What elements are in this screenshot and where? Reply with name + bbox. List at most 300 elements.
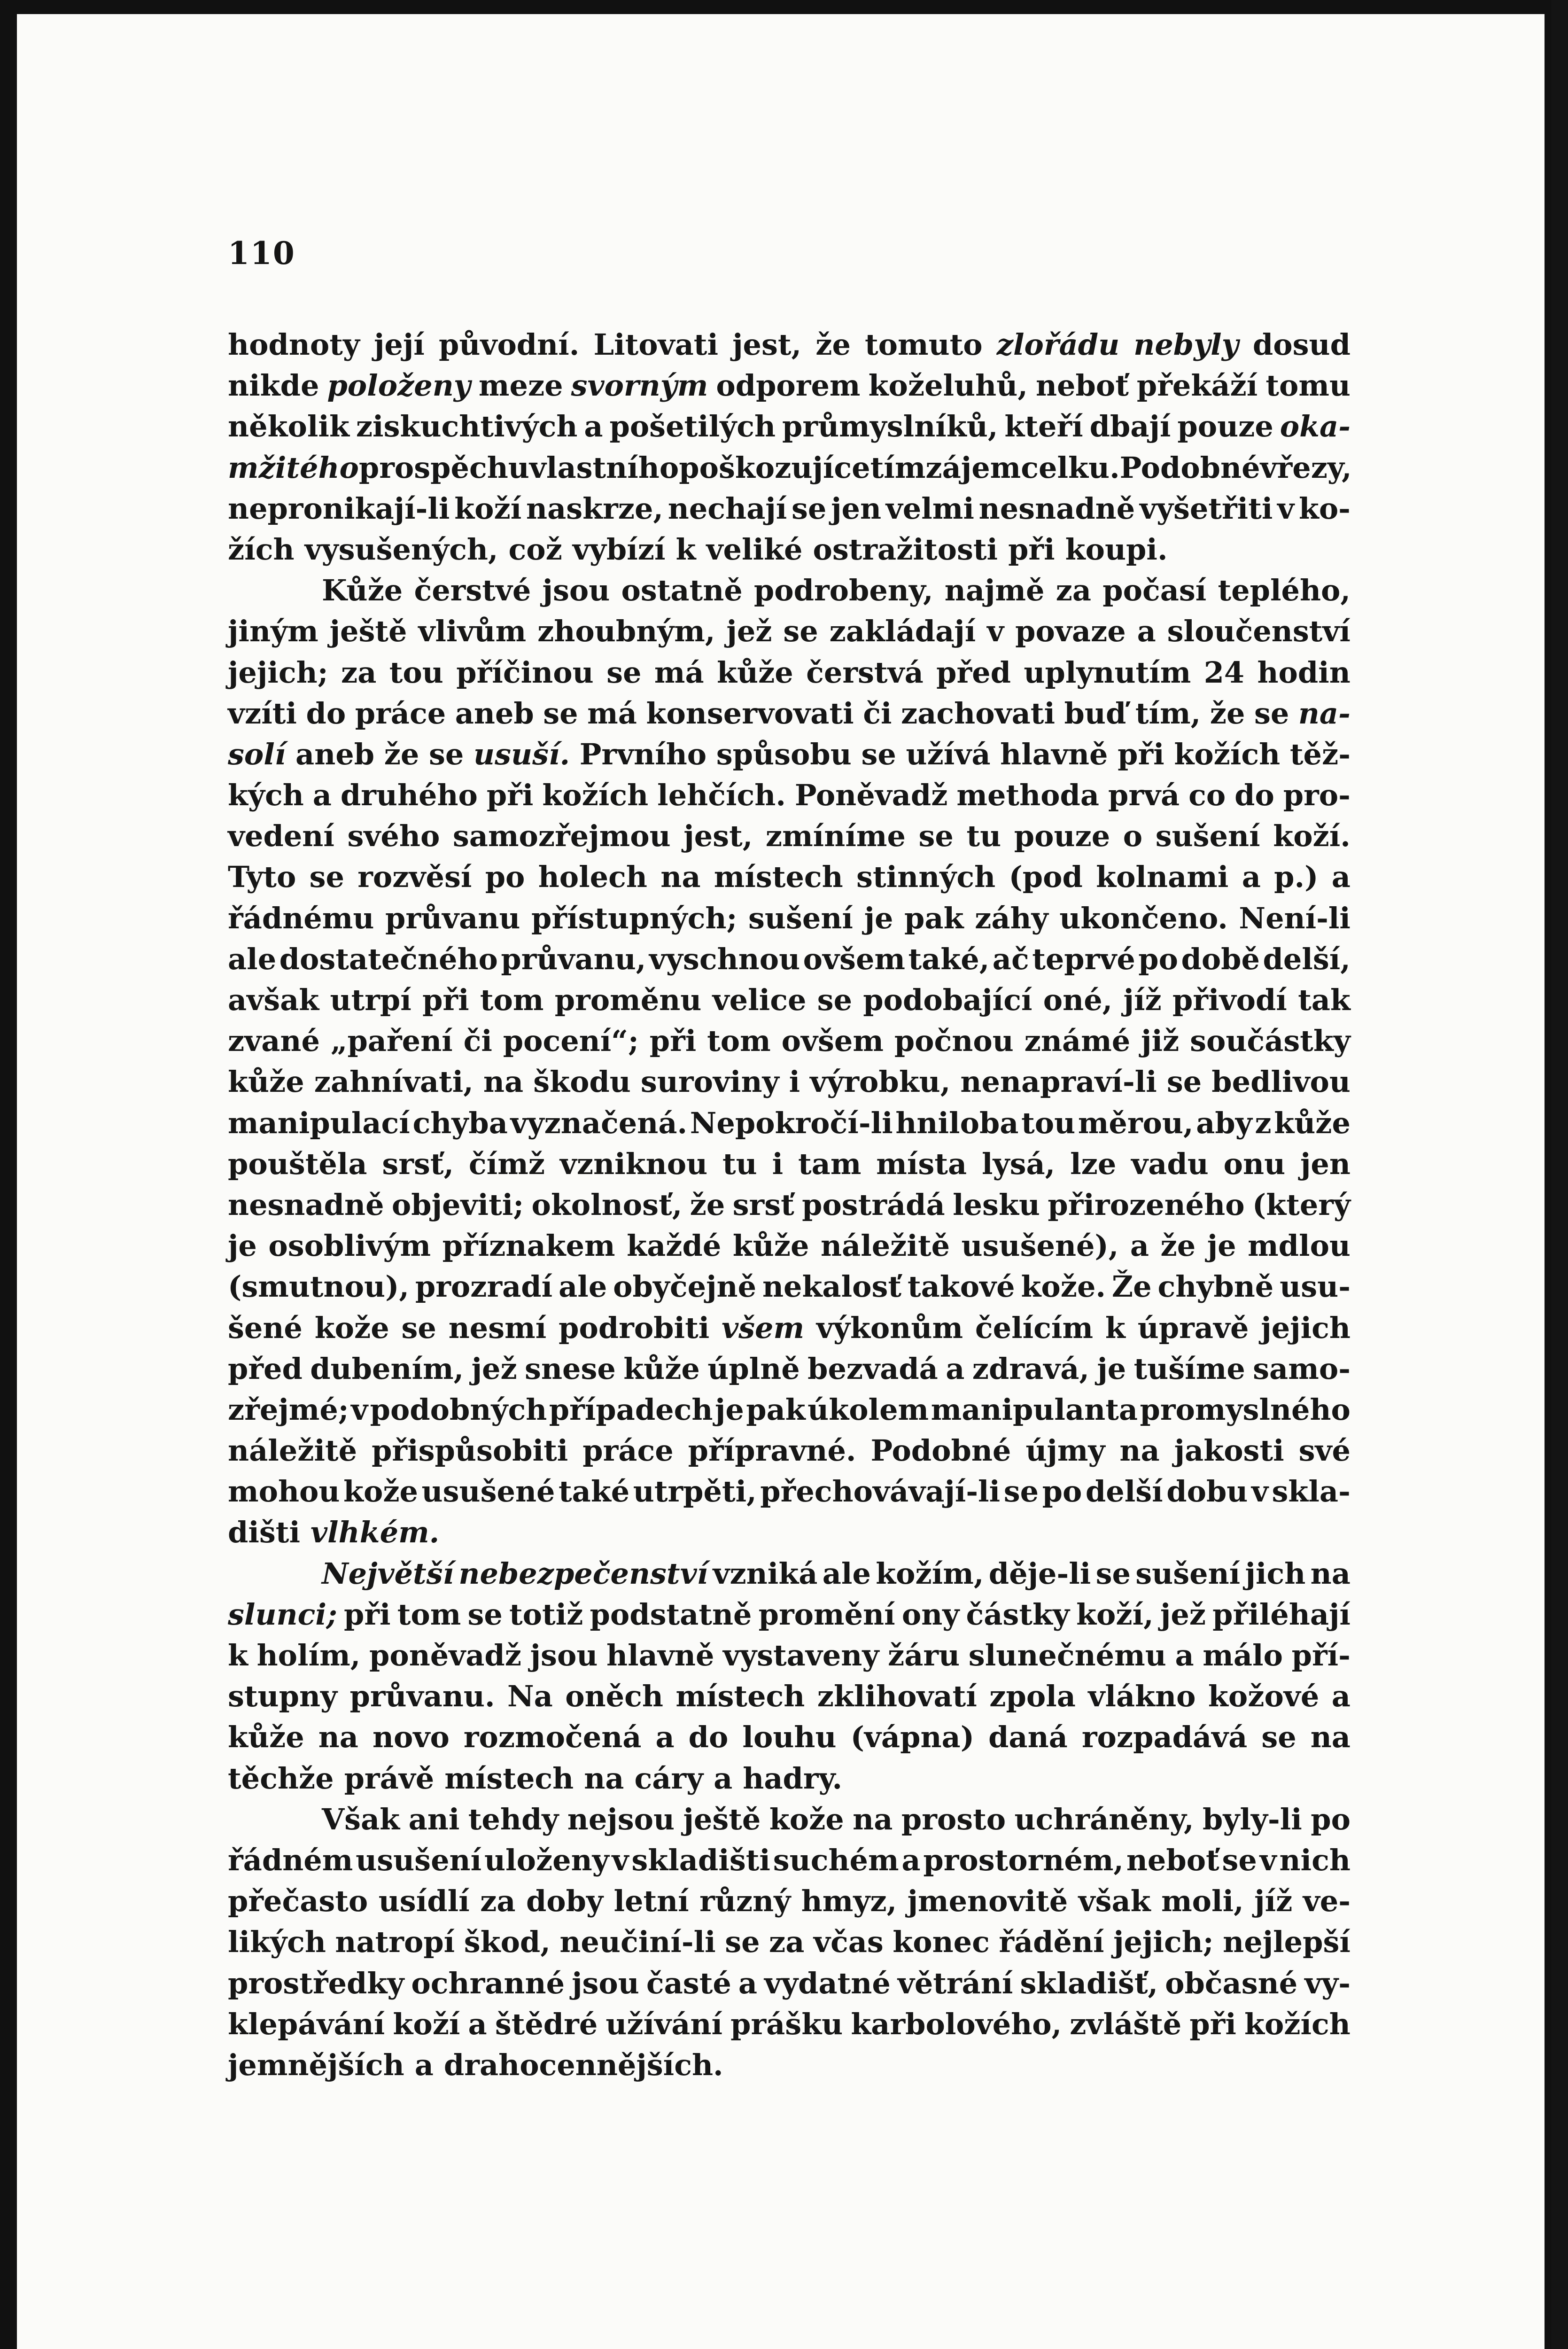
word: kože bbox=[343, 1474, 418, 1509]
word: ovšem bbox=[781, 1024, 884, 1058]
word: oka- bbox=[1280, 409, 1351, 444]
word: holím, bbox=[256, 1638, 361, 1672]
word: uplynutím bbox=[1024, 655, 1191, 690]
word: ač bbox=[992, 941, 1029, 976]
word: práce bbox=[582, 1433, 674, 1468]
word: úplně bbox=[707, 1351, 800, 1386]
word: prvá bbox=[1108, 778, 1180, 813]
word: hodnoty bbox=[228, 327, 360, 362]
word: do bbox=[688, 1720, 729, 1755]
word: poškozujíce bbox=[679, 450, 870, 485]
word: ziskuchtivých bbox=[356, 409, 578, 444]
word: manipulací bbox=[228, 1105, 410, 1140]
word: na bbox=[584, 1761, 624, 1796]
word: koží bbox=[454, 491, 522, 526]
word: cáry bbox=[634, 1761, 704, 1796]
word: větrání bbox=[897, 1966, 1013, 2000]
word: se bbox=[1222, 1843, 1257, 1877]
word: a bbox=[584, 409, 603, 444]
word: postrádá bbox=[802, 1187, 945, 1222]
word: čerstvé bbox=[414, 573, 531, 608]
word: zakládají bbox=[829, 614, 976, 649]
word: koží, bbox=[1076, 1597, 1154, 1632]
word: je bbox=[1207, 1229, 1236, 1263]
word: drahocennějších. bbox=[443, 2047, 723, 2082]
word: ve- bbox=[1303, 1884, 1351, 1919]
word: totiž bbox=[509, 1597, 583, 1632]
word: mdlou bbox=[1248, 1229, 1351, 1263]
word: podrobiti bbox=[559, 1310, 710, 1345]
word: na bbox=[318, 1720, 358, 1755]
word: nich bbox=[1279, 1843, 1351, 1877]
word: aneb bbox=[455, 696, 534, 731]
word: jich bbox=[1245, 1556, 1306, 1591]
text-line bbox=[228, 1103, 1351, 1143]
page-number: 110 bbox=[228, 235, 295, 272]
word: se bbox=[1166, 1065, 1202, 1099]
word: se bbox=[918, 819, 954, 854]
text-line bbox=[228, 1184, 1351, 1225]
word: lehčích. bbox=[657, 778, 786, 813]
word: že bbox=[1210, 696, 1245, 731]
word: p.) bbox=[1274, 860, 1319, 894]
word: a bbox=[414, 2047, 434, 2082]
text-line bbox=[228, 1963, 1351, 2004]
word: všem bbox=[722, 1310, 805, 1345]
text-line bbox=[228, 529, 1351, 570]
word: čelícím bbox=[975, 1310, 1094, 1345]
text-line bbox=[228, 488, 1351, 529]
word: hlavně bbox=[1000, 737, 1108, 771]
word: koží. bbox=[1273, 819, 1351, 854]
word: zklihovatí bbox=[817, 1679, 977, 1714]
word: (smutnou), bbox=[228, 1269, 409, 1304]
word: osoblivým bbox=[268, 1229, 431, 1263]
word: se bbox=[791, 491, 827, 526]
word: jest, bbox=[732, 327, 802, 362]
word: nejsou bbox=[567, 1802, 675, 1836]
word: kožích bbox=[1174, 737, 1281, 771]
word: sloučenství bbox=[1167, 614, 1351, 649]
word: vzniká bbox=[713, 1556, 818, 1591]
word: překáží bbox=[1136, 368, 1258, 403]
word: pouze bbox=[1014, 819, 1110, 854]
word: nejlepší bbox=[1223, 1925, 1351, 1960]
word: prospěchu bbox=[358, 450, 529, 485]
word: či bbox=[863, 696, 892, 731]
word: na bbox=[853, 1802, 893, 1836]
word: obyčejně bbox=[613, 1269, 757, 1304]
word: vzniknou bbox=[559, 1146, 708, 1181]
word: methoda bbox=[956, 778, 1100, 813]
word: srsť bbox=[732, 1187, 794, 1222]
word: usu- bbox=[1280, 1269, 1351, 1304]
word: delší bbox=[1085, 1474, 1163, 1509]
word: skladišti bbox=[631, 1843, 770, 1877]
word: v bbox=[1259, 1843, 1277, 1877]
word: nepronikají-li bbox=[228, 491, 450, 526]
text-line bbox=[228, 1921, 1351, 1962]
word: tu bbox=[966, 819, 1001, 854]
word: že bbox=[1160, 1229, 1196, 1263]
word: onu bbox=[1223, 1146, 1286, 1181]
word: najmě bbox=[944, 573, 1045, 608]
word: hodin bbox=[1257, 655, 1351, 690]
word: lesku bbox=[953, 1187, 1040, 1222]
word: jsou bbox=[572, 1966, 639, 2000]
word: jíž bbox=[1254, 1884, 1293, 1919]
word: položeny bbox=[327, 368, 471, 403]
word: (vápna) bbox=[850, 1720, 975, 1755]
word: stupny bbox=[228, 1679, 338, 1714]
word: vlastního bbox=[529, 450, 679, 485]
word: letní bbox=[613, 1884, 689, 1919]
text-line bbox=[228, 1225, 1351, 1266]
word: za bbox=[341, 655, 377, 690]
word: šené bbox=[228, 1310, 303, 1345]
word: těž- bbox=[1289, 737, 1351, 771]
word: místech bbox=[444, 1761, 574, 1796]
word: ony bbox=[901, 1597, 960, 1632]
word: svorným bbox=[571, 368, 708, 403]
word: usušené), bbox=[961, 1229, 1119, 1263]
word: doby bbox=[526, 1884, 604, 1919]
text-line bbox=[228, 1061, 1351, 1102]
word: také bbox=[559, 1474, 630, 1509]
word: vzíti bbox=[228, 696, 297, 731]
word: (který bbox=[1252, 1187, 1351, 1222]
word: průvanu bbox=[385, 901, 520, 935]
word: podobající bbox=[863, 983, 1032, 1017]
word: usuší. bbox=[474, 737, 570, 771]
word: snese bbox=[525, 1351, 616, 1386]
word: nenapraví-li bbox=[960, 1065, 1157, 1099]
word: pří- bbox=[1291, 1638, 1351, 1672]
word: Tyto bbox=[228, 860, 296, 894]
word: se bbox=[467, 1597, 503, 1632]
text-line bbox=[228, 1799, 1351, 1840]
word: zpola bbox=[989, 1679, 1076, 1714]
word: koupi. bbox=[1065, 532, 1168, 567]
word: samozřejmou bbox=[452, 819, 671, 854]
word: Podobné bbox=[1119, 450, 1260, 485]
word: o bbox=[1123, 819, 1143, 854]
word: přečasto bbox=[228, 1884, 368, 1919]
word: a bbox=[714, 1761, 733, 1796]
word: své bbox=[1298, 1433, 1351, 1468]
word: v bbox=[351, 1392, 368, 1427]
word: se bbox=[1254, 696, 1289, 731]
word: přiléhají bbox=[1212, 1597, 1351, 1632]
word: pocení“; bbox=[503, 1024, 639, 1058]
text-line bbox=[228, 1020, 1351, 1061]
word: kožové bbox=[1208, 1679, 1320, 1714]
word: kteří bbox=[1004, 409, 1083, 444]
word: počnou bbox=[894, 1024, 1014, 1058]
word: spůsobu bbox=[716, 737, 852, 771]
word: dosud bbox=[1252, 327, 1351, 362]
word: známé bbox=[1024, 1024, 1131, 1058]
word: takové bbox=[907, 1269, 1015, 1304]
word: zvané bbox=[228, 1024, 320, 1058]
word: v bbox=[612, 1843, 629, 1877]
word: ochranné bbox=[411, 1966, 565, 2000]
word: moli, bbox=[1161, 1884, 1244, 1919]
word: do bbox=[306, 696, 346, 731]
word: promyslného bbox=[1140, 1392, 1351, 1427]
word: se bbox=[543, 696, 578, 731]
word: dbají bbox=[1089, 409, 1171, 444]
word: ještě bbox=[329, 614, 407, 649]
word: kých bbox=[228, 778, 304, 813]
word: v bbox=[987, 614, 1004, 649]
word: ostatně bbox=[621, 573, 743, 608]
word: bedlivou bbox=[1211, 1065, 1351, 1099]
text-line bbox=[228, 693, 1351, 734]
word: zdravá, bbox=[972, 1351, 1089, 1386]
text-line bbox=[228, 1471, 1351, 1512]
word: hadry. bbox=[743, 1761, 843, 1796]
text-line bbox=[228, 775, 1351, 816]
word: řádění bbox=[999, 1925, 1104, 1960]
word: tu bbox=[722, 1146, 757, 1181]
word: byly-li bbox=[1203, 1802, 1302, 1836]
word: sušení bbox=[1135, 1556, 1241, 1591]
word: vystaveny bbox=[723, 1638, 879, 1672]
word: jíž bbox=[1123, 983, 1162, 1017]
text-line bbox=[228, 1635, 1351, 1676]
word: řádném bbox=[228, 1843, 353, 1877]
word: vy- bbox=[1304, 1966, 1351, 2000]
word: prostředky bbox=[228, 1966, 404, 2000]
word: kůže bbox=[717, 655, 793, 690]
word: stinných bbox=[856, 860, 996, 894]
word: neboť bbox=[1126, 1843, 1219, 1877]
word: výkonům bbox=[816, 1310, 963, 1345]
word: přípravné. bbox=[688, 1433, 856, 1468]
word: se bbox=[401, 1310, 436, 1345]
word: nebyly bbox=[1133, 327, 1239, 362]
word: chyba bbox=[412, 1105, 508, 1140]
word: při bbox=[1118, 737, 1164, 771]
word: že bbox=[690, 1187, 725, 1222]
word: koželuhů, bbox=[868, 368, 1028, 403]
word: kůže bbox=[1274, 1105, 1351, 1140]
word: občasné bbox=[1165, 1966, 1298, 2000]
word: vřezy, bbox=[1260, 450, 1352, 485]
word: a bbox=[901, 1843, 921, 1877]
word: tomu bbox=[1265, 368, 1351, 403]
word: ukončeno. bbox=[1059, 901, 1228, 935]
word: suroviny bbox=[640, 1065, 779, 1099]
text-line bbox=[228, 980, 1351, 1020]
word: jakosti bbox=[1174, 1433, 1284, 1468]
word: se bbox=[429, 737, 464, 771]
word: ostražitosti bbox=[813, 532, 998, 567]
word: její bbox=[374, 327, 425, 362]
word: místa bbox=[876, 1146, 967, 1181]
text-line bbox=[228, 406, 1351, 447]
word: průvanu, bbox=[501, 941, 646, 976]
word: na bbox=[1310, 1556, 1351, 1591]
word: se bbox=[606, 655, 642, 690]
word: rozvěsí bbox=[357, 860, 472, 894]
word: naskrze, bbox=[526, 491, 664, 526]
word: tím bbox=[870, 450, 926, 485]
word: Nepokročí-li bbox=[690, 1105, 893, 1140]
word: průmyslníků, bbox=[782, 409, 998, 444]
word: lze bbox=[1070, 1146, 1117, 1181]
word: uloženy bbox=[484, 1843, 609, 1877]
word: kože. bbox=[1021, 1269, 1106, 1304]
word: kožím, bbox=[876, 1556, 984, 1591]
word: pouštěla bbox=[228, 1146, 367, 1181]
word: že bbox=[815, 327, 851, 362]
word: Kůže bbox=[322, 573, 403, 608]
word: sušení bbox=[1155, 819, 1260, 854]
text-line bbox=[228, 1594, 1351, 1635]
word: zájem bbox=[925, 450, 1021, 485]
word: koží bbox=[393, 2007, 460, 2041]
word: samo- bbox=[1253, 1351, 1351, 1386]
word: jejich; bbox=[1113, 1925, 1214, 1960]
word: co bbox=[1188, 778, 1226, 813]
text-line bbox=[228, 1307, 1351, 1348]
word: nekalosť bbox=[762, 1269, 902, 1304]
word: konec bbox=[893, 1925, 990, 1960]
word: práce bbox=[355, 696, 446, 731]
word: na bbox=[483, 1065, 524, 1099]
text-line bbox=[228, 816, 1351, 856]
word: tom bbox=[397, 1597, 461, 1632]
word: Však bbox=[322, 1802, 400, 1836]
word: podobných bbox=[370, 1392, 547, 1427]
word: a bbox=[738, 1966, 758, 2000]
text-line bbox=[228, 1430, 1351, 1471]
word: přispůsobiti bbox=[372, 1433, 568, 1468]
word: mohou bbox=[228, 1474, 340, 1509]
word: avšak bbox=[228, 983, 319, 1017]
word: hlavně bbox=[606, 1638, 714, 1672]
word: „paření bbox=[330, 1024, 453, 1058]
word: a bbox=[468, 2007, 487, 2041]
text-line bbox=[228, 1840, 1351, 1881]
word: vysušených, bbox=[304, 532, 498, 567]
word: ale bbox=[559, 1269, 607, 1304]
word: jemnějších bbox=[228, 2047, 404, 2082]
word: utrpí bbox=[330, 983, 411, 1017]
word: louhu bbox=[742, 1720, 837, 1755]
word: kože bbox=[769, 1802, 844, 1836]
word: kožích bbox=[542, 778, 649, 813]
word: pak bbox=[904, 901, 964, 935]
word: vyznačená. bbox=[510, 1105, 688, 1140]
word: se bbox=[725, 1925, 760, 1960]
word: Největší bbox=[322, 1556, 454, 1591]
word: je bbox=[714, 1392, 744, 1427]
body-text bbox=[228, 324, 1351, 2085]
word: tou bbox=[1021, 1105, 1076, 1140]
word: však bbox=[1078, 1884, 1151, 1919]
word: těchže bbox=[228, 1761, 334, 1796]
word: ko- bbox=[1298, 491, 1351, 526]
word: pak bbox=[746, 1392, 806, 1427]
word: zřejmé; bbox=[228, 1392, 349, 1427]
word: různý bbox=[699, 1884, 791, 1919]
word: poněvadž bbox=[369, 1638, 521, 1672]
word: natropí bbox=[335, 1925, 455, 1960]
word: a bbox=[1331, 1679, 1351, 1714]
word: prášku bbox=[730, 2007, 843, 2041]
word: nesnadně bbox=[978, 491, 1135, 526]
word: okolnosť, bbox=[531, 1187, 683, 1222]
word: usušené bbox=[421, 1474, 555, 1509]
word: z bbox=[1255, 1105, 1272, 1140]
word: se bbox=[783, 614, 818, 649]
text-line bbox=[228, 324, 1351, 365]
word: vedení bbox=[228, 819, 334, 854]
word: mžitého bbox=[228, 450, 359, 485]
word: tom bbox=[480, 983, 544, 1017]
word: tomuto bbox=[865, 327, 983, 362]
word: jiným bbox=[228, 614, 318, 649]
word: tom bbox=[707, 1024, 771, 1058]
word: částky bbox=[966, 1597, 1070, 1632]
word: za bbox=[480, 1884, 516, 1919]
word: uchráněny, bbox=[1014, 1802, 1194, 1836]
word: záhy bbox=[975, 901, 1048, 935]
word: či bbox=[463, 1024, 492, 1058]
word: kože bbox=[314, 1310, 389, 1345]
word: časté bbox=[646, 1966, 731, 2000]
word: jež bbox=[471, 1351, 517, 1386]
word: při bbox=[1189, 2007, 1236, 2041]
word: je bbox=[228, 1229, 257, 1263]
word: se bbox=[309, 860, 344, 894]
word: a bbox=[1242, 860, 1261, 894]
word: oněch bbox=[565, 1679, 663, 1714]
word: jež bbox=[726, 614, 772, 649]
word: dišti bbox=[228, 1515, 301, 1550]
word: vlivům bbox=[418, 614, 527, 649]
word: jsou bbox=[530, 1638, 598, 1672]
text-line bbox=[228, 447, 1351, 488]
word: vadu bbox=[1131, 1146, 1209, 1181]
word: jejich bbox=[1261, 1310, 1351, 1345]
word: jmenovitě bbox=[907, 1884, 1068, 1919]
word: skla- bbox=[1272, 1474, 1351, 1509]
word: náležitě bbox=[228, 1433, 357, 1468]
word: v bbox=[1277, 491, 1295, 526]
word: době bbox=[1181, 941, 1260, 976]
word: hniloba bbox=[895, 1105, 1019, 1140]
word: tehdy bbox=[468, 1802, 559, 1836]
word: jen bbox=[1300, 1146, 1351, 1181]
word: teplého, bbox=[1218, 573, 1351, 608]
word: k bbox=[228, 1638, 248, 1672]
word: a bbox=[1137, 614, 1156, 649]
word: je bbox=[864, 901, 893, 935]
word: škod, bbox=[464, 1925, 551, 1960]
word: proměnu bbox=[554, 983, 702, 1017]
text-line bbox=[228, 2004, 1351, 2045]
word: zahnívati, bbox=[314, 1065, 474, 1099]
scan-edge bbox=[1551, 0, 1568, 2349]
word: velmi bbox=[885, 491, 974, 526]
text-line bbox=[228, 1266, 1351, 1307]
word: vyschnou bbox=[649, 941, 800, 976]
word: také, bbox=[908, 941, 990, 976]
